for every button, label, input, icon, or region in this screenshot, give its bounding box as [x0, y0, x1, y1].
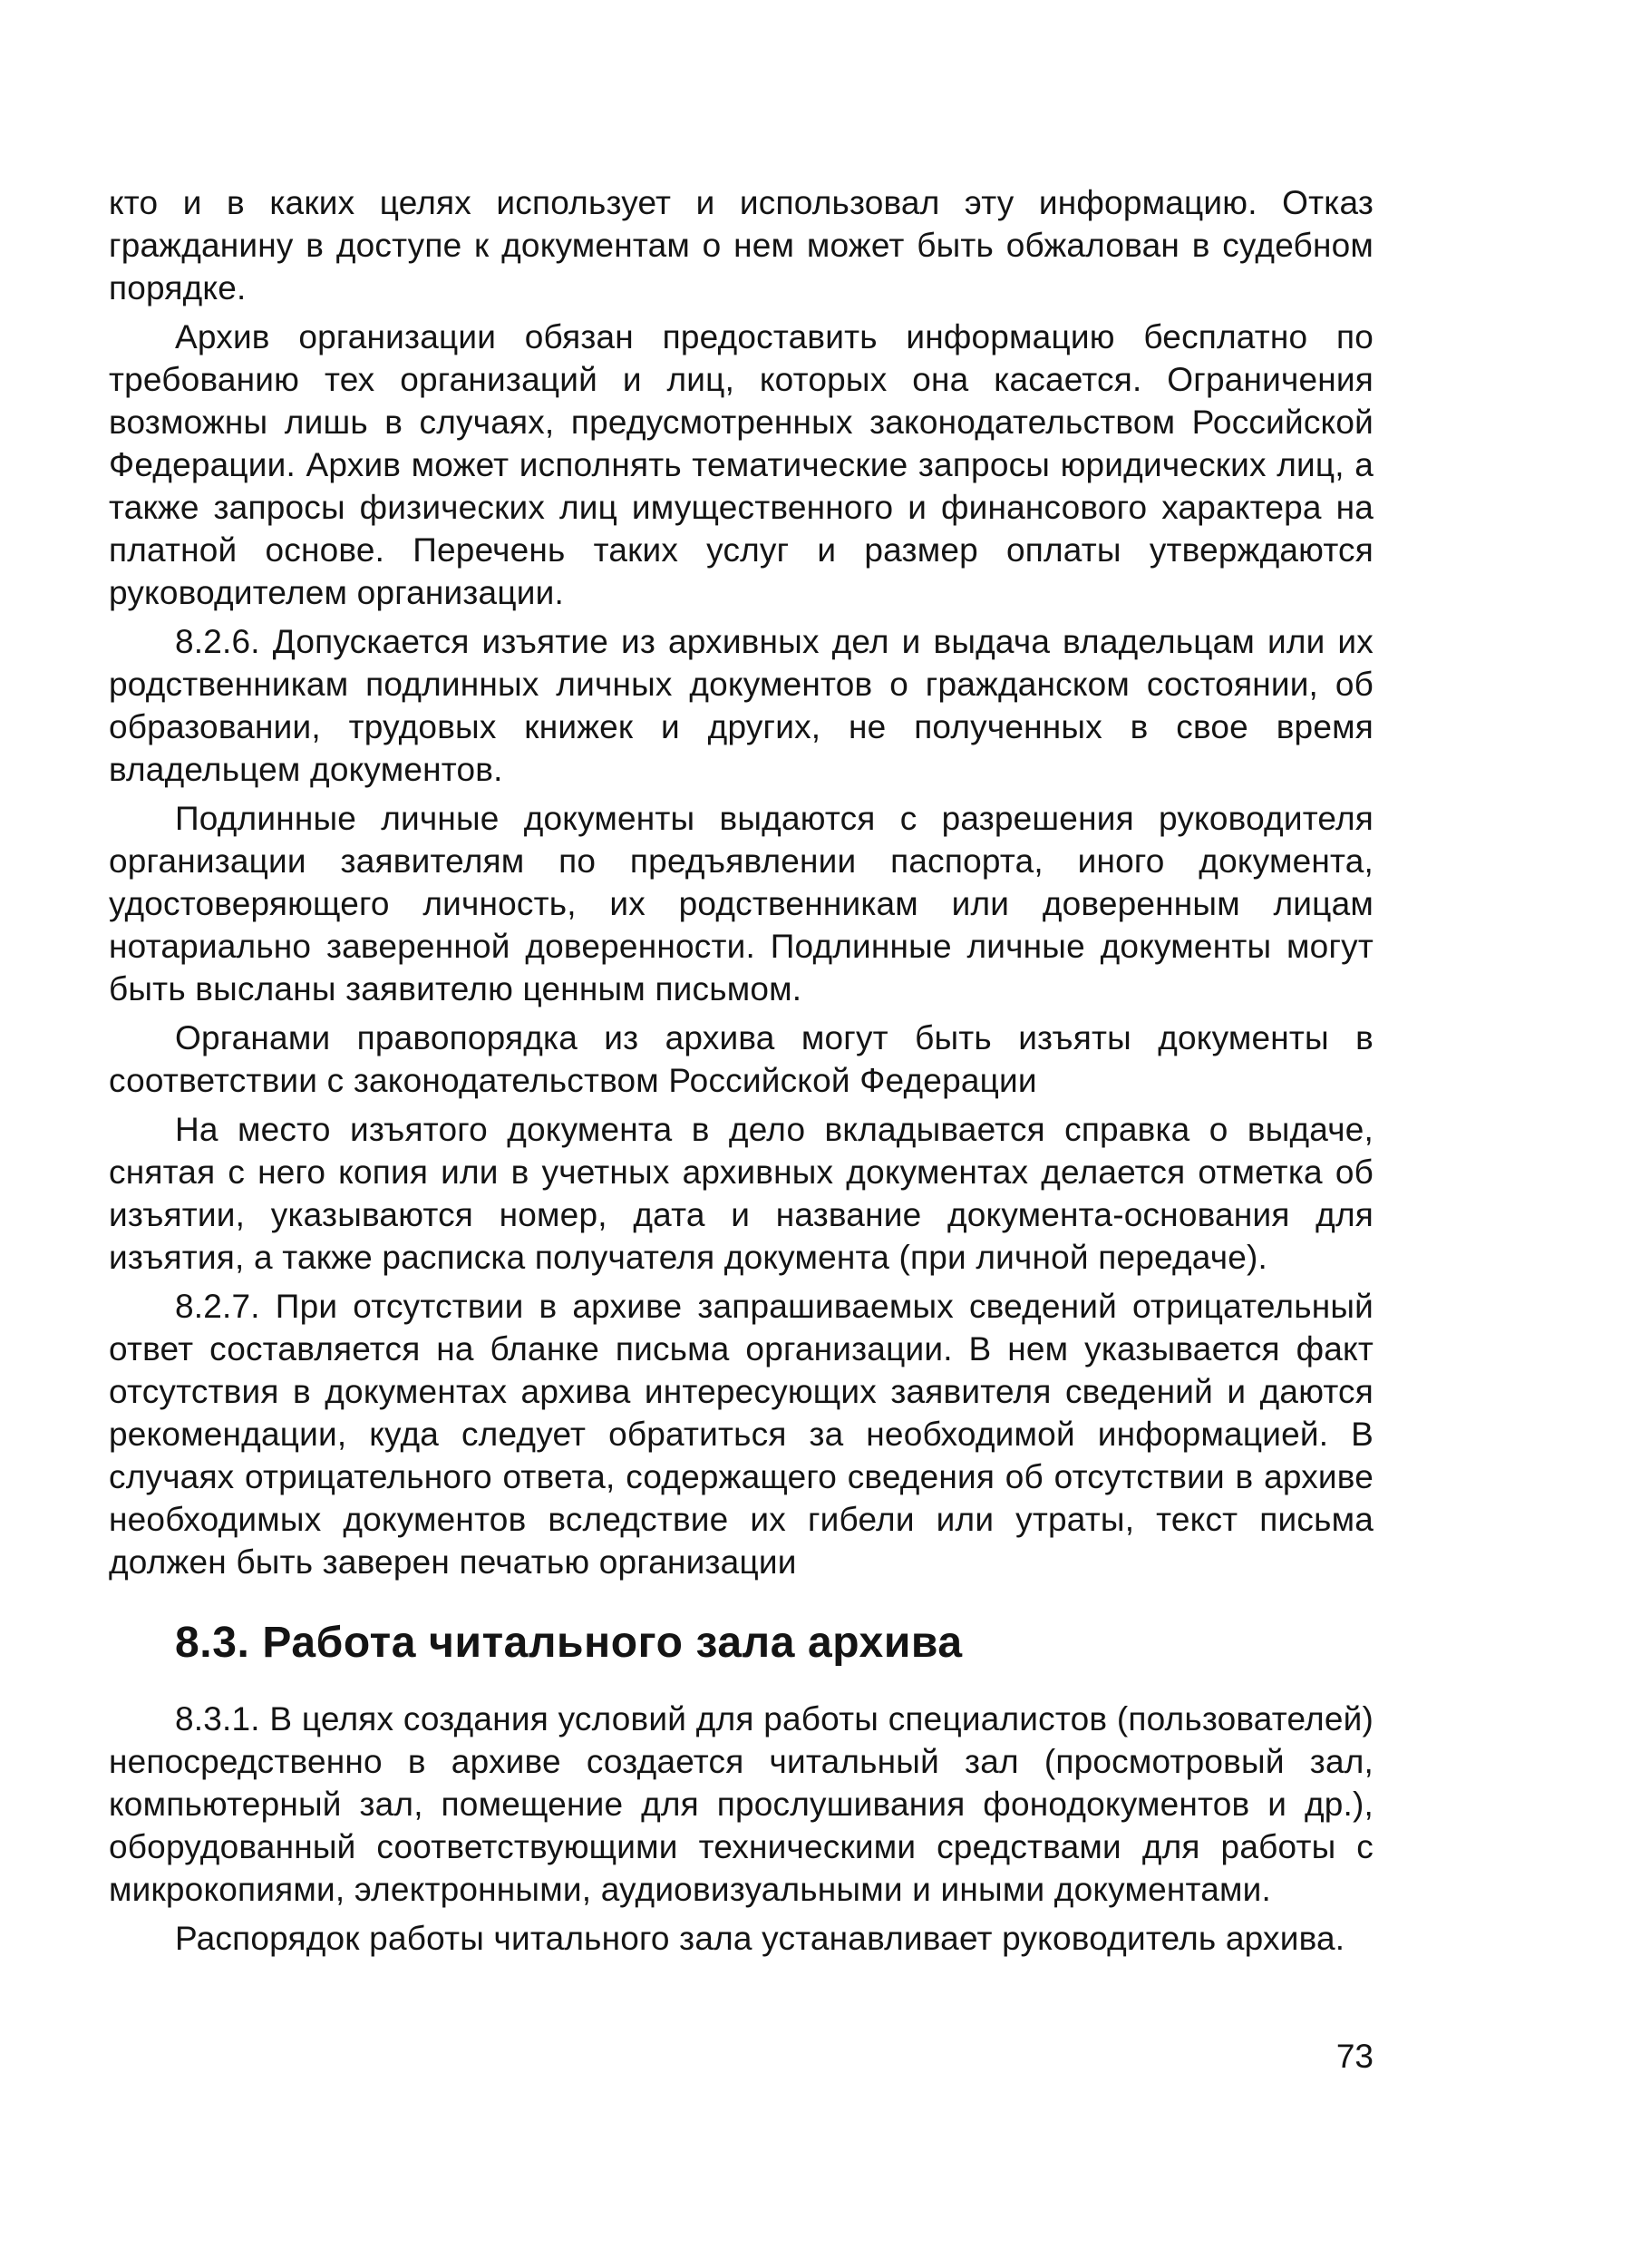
page-number: 73 [1335, 2038, 1374, 2075]
paragraph: На место изъятого документа в дело вкладывается справка о выдаче, снятая с него копия или в учетных архивных документах делается отметка об изъятии, указываются номер, дата и название документа-основания для изъятия, а также расписка получателя документа (при личной передаче). [109, 1111, 1374, 1276]
paragraph: Архив организации обязан предоставить информацию бесплатно по требованию тех организаций и лиц, которых она касается. Ограничения возможны лишь в случаях, предусмотренных законодательством Российской Федерации. Архив может исполнять тематические запросы юридических лиц, а также запросы физических лиц имущественного и финансового характера на платной основе. Перечень таких услуг и размер оплаты утверждаются руководителем организации. [109, 318, 1374, 611]
paragraph: кто и в каких целях использует и использовал эту информацию. Отказ гражданину в доступе к документам о нем может быть обжалован в судебном порядке. [109, 184, 1374, 307]
paragraph: Органами правопорядка из архива могут быть изъяты документы в соответствии с законодательством Российской Федерации [109, 1019, 1374, 1099]
body-text [109, 181, 1374, 1960]
paragraph: Распорядок работы читального зала устанавливает руководитель архива. [175, 1920, 1345, 1957]
paragraph: 8.2.6. Допускается изъятие из архивных дел и выдача владельцам или их родственникам подлинных личных документов о гражданском состоянии, об образовании, трудовых книжек и других, не полученных в свое время владельцем документов. [109, 623, 1374, 788]
paragraph: 8.3.1. В целях создания условий для работы специалистов (пользователей) непосредственно в архиве создается читальный зал (просмотровый зал, компьютерный зал, помещение для прослушивания фонодокументов и др.), оборудованный соответствующими техническими средствами для работы с микрокопиями, электронными, аудиовизуальными и иными документами. [109, 1700, 1374, 1908]
paragraph: Подлинные личные документы выдаются с разрешения руководителя организации заявителям по предъявлении паспорта, иного документа, удостоверяющего личность, их родственникам или доверенным лицам нотариально заверенной доверенности. Подлинные личные документы могут быть высланы заявителю ценным письмом. [109, 800, 1374, 1007]
section-heading: 8.3. Работа читального зала архива [175, 1619, 963, 1667]
paragraph: 8.2.7. При отсутствии в архиве запрашиваемых сведений отрицательный ответ составляется на бланке письма организации. В нем указывается факт отсутствия в документах архива интересующих заявителя сведений и даются рекомендации, куда следует обратиться за необходимой информацией. В случаях отрицательного ответа, содержащего сведения об отсутствии в архиве необходимых документов вследствие их гибели или утраты, текст письма должен быть заверен печатью организации [109, 1288, 1374, 1581]
